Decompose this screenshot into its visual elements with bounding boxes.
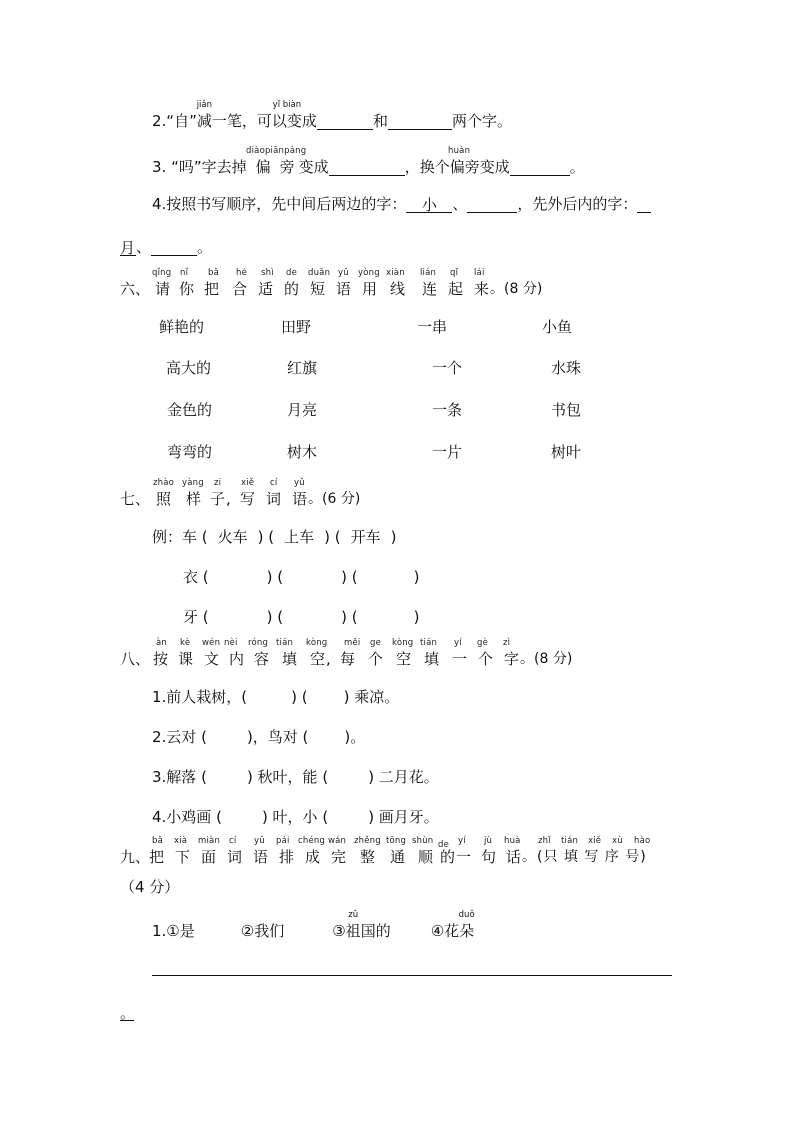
s9-py: chéng xyxy=(298,836,326,846)
s8-char: 每 xyxy=(340,650,356,668)
s9-char: 把 xyxy=(149,848,165,866)
s6-py: shì xyxy=(261,268,274,278)
s8-py: ge xyxy=(370,638,382,648)
s8-item-part: ) 叶，小 ( xyxy=(261,808,329,826)
pinyin-diaopianpang: diàopiānpáng xyxy=(246,146,307,156)
s6-py: qǐ xyxy=(450,268,459,278)
char-bian: 变 xyxy=(286,112,302,130)
char-diao: 掉 xyxy=(231,158,247,176)
s9-char: 语 xyxy=(253,848,269,866)
s7-q1-char: 衣 xyxy=(183,568,199,586)
match-item[interactable]: 金色的 xyxy=(167,401,213,419)
s8-py: kòng xyxy=(306,638,328,648)
s8-py: wén xyxy=(202,638,221,648)
s6-char: 来 xyxy=(474,280,490,298)
s6-char: 请 xyxy=(155,280,171,298)
s7-py: xiě xyxy=(241,478,255,488)
s6-py: hé xyxy=(236,268,248,278)
s8-char: 容 xyxy=(254,650,270,668)
match-item[interactable]: 月亮 xyxy=(287,401,318,419)
q4-blank-1[interactable] xyxy=(406,196,452,213)
s9-py: jù xyxy=(484,836,493,846)
ruby-jian xyxy=(196,100,213,130)
s8-item-part: ) 乘凉。 xyxy=(343,688,400,706)
s8-item-part: ) ( xyxy=(291,688,308,706)
s6-py: yǔ xyxy=(338,268,349,278)
s8-char: 内 xyxy=(229,650,245,668)
s9-py: shùn xyxy=(412,836,434,846)
answer-line[interactable] xyxy=(152,975,672,976)
s7-char: 照 xyxy=(156,490,172,508)
q4-line xyxy=(152,195,651,213)
q4-end: 。 xyxy=(197,238,213,256)
s7-py: zhào xyxy=(153,478,175,488)
s8-py: kè xyxy=(180,638,191,648)
s9-char: 顺 xyxy=(418,848,434,866)
s8-char: 空 xyxy=(310,650,326,668)
s8-py: àn xyxy=(156,638,167,648)
match-item[interactable]: 红旗 xyxy=(287,359,318,377)
s9-end-line xyxy=(120,1003,134,1021)
q4-sep2: 、 xyxy=(136,238,152,256)
section6-title xyxy=(152,268,572,298)
q2-mid1: 一笔，可 xyxy=(211,112,272,130)
s6-py: nǐ xyxy=(180,268,189,278)
match-item[interactable]: 小鱼 xyxy=(542,318,573,336)
pinyin-huan: huàn xyxy=(448,146,471,156)
s8-char: 课 xyxy=(178,650,194,668)
s9-option-3: ③ xyxy=(332,922,346,940)
match-item[interactable]: 树木 xyxy=(287,443,318,461)
s9-char: 一 xyxy=(456,848,472,866)
char-duo: 朵 xyxy=(459,922,475,940)
s7-q2: 牙 ( ) ( ) ( ) xyxy=(183,608,420,626)
section9-score: （4 分） xyxy=(120,878,180,896)
s9-char: 词 xyxy=(227,848,243,866)
s8-item-2 xyxy=(152,728,365,746)
s7-char: 写 xyxy=(240,490,256,508)
s6-py: de xyxy=(286,268,298,278)
s8-char: 一 xyxy=(452,650,468,668)
s8-py: gè xyxy=(477,638,489,648)
match-item[interactable]: 树叶 xyxy=(551,443,582,461)
s9-end-blank xyxy=(120,1004,134,1021)
s6-py: bǎ xyxy=(208,268,220,278)
s8-char: 个 xyxy=(368,650,384,668)
s6-char: 短 xyxy=(310,280,326,298)
s8-py: yí xyxy=(454,638,462,648)
s9-py: wán xyxy=(328,836,347,846)
ruby-zu xyxy=(345,910,361,940)
s6-char: 语 xyxy=(336,280,352,298)
s9-option-3b: 国的 xyxy=(360,922,391,940)
q4-answer-1: 小 xyxy=(421,196,437,214)
s9-py: cí xyxy=(229,836,237,846)
s6-char: 起 xyxy=(448,280,464,298)
s9-py: xià xyxy=(174,836,188,846)
s8-py: tián xyxy=(420,638,438,648)
match-item[interactable]: 一串 xyxy=(417,318,448,336)
q3-prefix: 3. “吗”字去 xyxy=(152,158,232,176)
pinyin-duo: duǒ xyxy=(458,910,475,920)
s9-option-1: 1.①是 xyxy=(152,922,195,940)
section9-number: 九、 xyxy=(120,848,151,866)
s9-q1 xyxy=(152,910,475,940)
s9-py: zhǐ xyxy=(538,836,551,846)
q4-sep: 、 xyxy=(452,195,468,213)
s8-item-1 xyxy=(152,688,399,706)
s9-py: xù xyxy=(612,836,623,846)
s7-q1: 衣 ( ) ( ) ( ) xyxy=(183,568,420,586)
char-pang: 旁 xyxy=(279,158,295,176)
q3-line xyxy=(152,154,585,176)
q3-comma: ， xyxy=(404,158,420,176)
s9-py: tián xyxy=(561,836,579,846)
s8-comma: , xyxy=(326,650,331,668)
s6-py: duǎn xyxy=(308,268,331,278)
s9-end: 。 xyxy=(120,1004,136,1022)
s9-py: huà xyxy=(504,836,521,846)
s9-char: 面 xyxy=(201,848,217,866)
s7-py: yǔ xyxy=(294,478,305,488)
q3-blank-1[interactable] xyxy=(329,159,405,176)
s6-py: yòng xyxy=(358,268,380,278)
s8-py: měi xyxy=(344,638,361,648)
s6-char: 把 xyxy=(204,280,220,298)
pinyin-zu: zǔ xyxy=(348,910,359,920)
s8-py: kòng xyxy=(392,638,414,648)
s8-item-3 xyxy=(152,768,439,786)
s6-char: 连 xyxy=(422,280,438,298)
section8-score: 。(8 分) xyxy=(520,651,573,667)
s9-option-4: ④花 xyxy=(430,922,460,940)
s6-py: lián xyxy=(420,268,437,278)
s6-char: 的 xyxy=(284,280,300,298)
s9-py: yí xyxy=(458,836,466,846)
s6-char: 用 xyxy=(362,280,378,298)
s8-py: tián xyxy=(276,638,294,648)
s8-item-part: 4.小鸡画 ( xyxy=(152,808,222,826)
s8-char: 文 xyxy=(204,650,220,668)
q3-blank-2[interactable] xyxy=(510,159,570,176)
q2-line xyxy=(152,100,512,130)
s8-char: 个 xyxy=(478,650,494,668)
q2-prefix: 2.“自” xyxy=(152,112,197,130)
q2-post: 两个字。 xyxy=(451,112,512,130)
match-item[interactable]: 一条 xyxy=(432,401,463,419)
s6-py: qǐng xyxy=(152,268,172,278)
s9-char: 通 xyxy=(390,848,406,866)
s7-py: yàng xyxy=(182,478,204,488)
pinyin-jian: jiǎn xyxy=(196,100,213,110)
s6-char: 线 xyxy=(390,280,406,298)
q4-blank-2[interactable] xyxy=(467,196,517,213)
s6-char: 你 xyxy=(179,280,195,298)
pinyin-yibian: yǐ biàn xyxy=(272,100,302,110)
s9-py: tōng xyxy=(386,836,407,846)
s8-item-4 xyxy=(152,808,439,826)
q2-and: 和 xyxy=(372,112,388,130)
q4-blank-4[interactable] xyxy=(120,239,136,256)
s9-py: yǔ xyxy=(254,836,265,846)
s8-char: 按 xyxy=(153,650,169,668)
char-pian: 偏 xyxy=(255,158,271,176)
q3-end: 。 xyxy=(569,158,585,176)
s9-char: 的 xyxy=(440,848,456,866)
s9-char: 完 xyxy=(331,848,347,866)
s9-char: 排 xyxy=(279,848,295,866)
char-huan: 换 xyxy=(419,158,435,176)
s9-char: 成 xyxy=(305,848,321,866)
s8-py: zì xyxy=(503,638,511,648)
q2-mid2: 成 xyxy=(301,112,317,130)
q4-blank-5[interactable] xyxy=(151,239,197,256)
s9-option-2: ②我们 xyxy=(240,922,285,940)
section8-heading xyxy=(120,638,580,668)
s8-char: 填 xyxy=(424,650,440,668)
q4-text: 4.按照书写顺序，先中间后两边的字： xyxy=(152,195,407,213)
s7-example-word: 开车 xyxy=(350,528,381,546)
s8-char: 字 xyxy=(504,650,520,668)
s7-example: 例：车 ( 火车 ) ( 上车 ) ( 开车 ) xyxy=(152,528,397,546)
s7-comma: , xyxy=(226,490,231,508)
q4-blank-3[interactable] xyxy=(637,196,651,213)
s8-item-part: ) 画月牙。 xyxy=(368,808,439,826)
s9-char: 话 xyxy=(506,848,522,866)
match-item[interactable]: 弯弯的 xyxy=(167,443,213,461)
s8-item-part: )，鸟对 ( xyxy=(246,728,309,746)
match-item[interactable]: 书包 xyxy=(551,401,582,419)
section8-number: 八、 xyxy=(120,650,151,668)
s7-example-word: 上车 xyxy=(284,528,315,546)
s9-py: pái xyxy=(276,836,290,846)
q4-answer-2: 月 xyxy=(120,239,136,257)
s8-char: 空 xyxy=(396,650,412,668)
char-zu: 祖 xyxy=(345,922,361,940)
s7-example-word: 火车 xyxy=(217,528,248,546)
s9-py: bǎ xyxy=(152,836,164,846)
s8-item-part: 2.云对 ( xyxy=(152,728,207,746)
ruby-yibian xyxy=(271,100,302,130)
section9-heading xyxy=(120,836,680,866)
s7-py: zi xyxy=(214,478,222,488)
s7-example-label: 例：车 xyxy=(152,528,198,546)
char-jian: 减 xyxy=(196,112,212,130)
s6-py: xiàn xyxy=(386,268,405,278)
s6-char: 合 xyxy=(232,280,248,298)
s8-item-part: 3.解落 ( xyxy=(152,768,207,786)
s7-char: 语 xyxy=(292,490,308,508)
char-yi: 以 xyxy=(271,112,287,130)
s8-item-part: 1.前人栽树，( xyxy=(152,688,248,706)
s8-py: róng xyxy=(248,638,269,648)
s9-py: miàn xyxy=(198,836,221,846)
s9-char: 下 xyxy=(175,848,191,866)
section7-score: 。(6 分) xyxy=(308,491,361,507)
section7-heading xyxy=(120,478,420,508)
s9-py: hào xyxy=(634,836,651,846)
section9-instruction: 。(只 填 写 序 号) xyxy=(522,849,647,865)
section6-number: 六、 xyxy=(120,280,151,298)
s8-item-part: ) 秋叶，能 ( xyxy=(246,768,329,786)
ruby-duo xyxy=(458,910,475,940)
q3-mid2: 个偏旁变成 xyxy=(434,158,510,176)
s9-py: xiě xyxy=(588,836,602,846)
q4-line2 xyxy=(120,238,212,256)
s9-py: de xyxy=(438,840,450,850)
s7-char: 词 xyxy=(266,490,282,508)
match-item[interactable]: 一片 xyxy=(432,443,463,461)
section6-score: 。(8 分) xyxy=(490,281,543,297)
s8-item-part: ) 二月花。 xyxy=(368,768,439,786)
match-item[interactable]: 高大的 xyxy=(166,359,212,377)
s8-char: 填 xyxy=(282,650,298,668)
s9-char: 句 xyxy=(481,848,497,866)
q3-mid: 变成 xyxy=(298,158,329,176)
match-item[interactable]: 水珠 xyxy=(551,359,582,377)
s6-py: lái xyxy=(474,268,485,278)
s7-py: cí xyxy=(270,478,278,488)
s7-char: 子 xyxy=(210,490,226,508)
s6-char: 适 xyxy=(258,280,274,298)
s8-py: nèi xyxy=(224,638,238,648)
q4-mid: ，先外后内的字： xyxy=(517,195,638,213)
q2-blank-2[interactable] xyxy=(388,113,452,130)
s7-char: 样 xyxy=(186,490,202,508)
s7-q2-char: 牙 xyxy=(183,608,199,626)
s9-py: zhěng xyxy=(354,836,381,846)
match-item[interactable]: 田野 xyxy=(281,318,312,336)
match-item[interactable]: 一个 xyxy=(432,359,463,377)
match-item[interactable]: 鲜艳的 xyxy=(159,318,205,336)
s8-item-part: )。 xyxy=(344,728,366,746)
s9-char: 整 xyxy=(360,848,376,866)
q2-blank-1[interactable] xyxy=(317,113,373,130)
section7-number: 七、 xyxy=(120,490,151,508)
